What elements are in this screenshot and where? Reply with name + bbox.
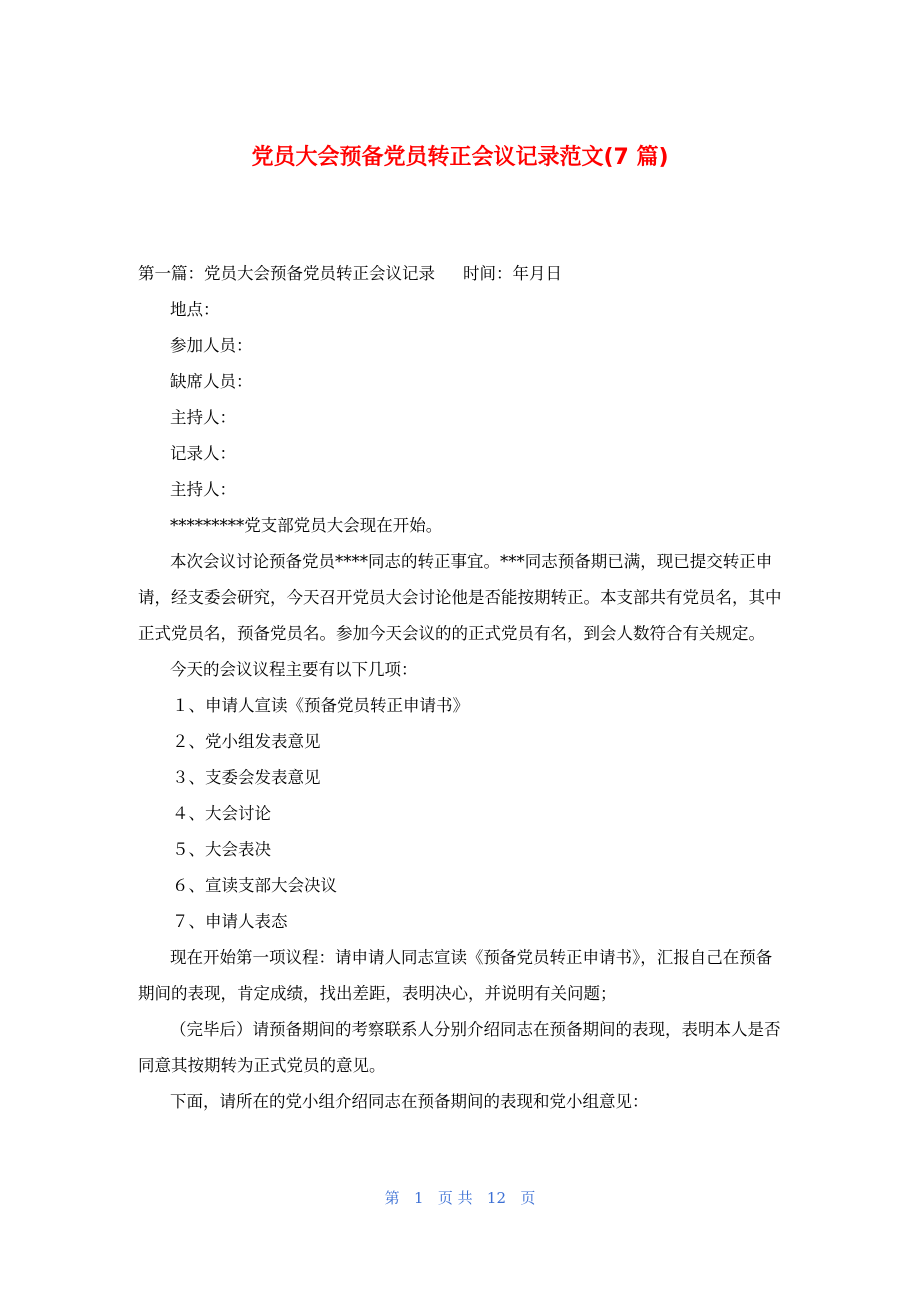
- field-absentees: 缺席人员：: [170, 372, 253, 391]
- document-title: 党员大会预备党员转正会议记录范文(7 篇): [251, 145, 669, 170]
- paragraph-step-one: 现在开始第一项议程：请申请人同志宣读《预备党员转正申请书》，汇报自己在预备期间的表现，肯定成绩，找出差距，表明决心，并说明有关问题；: [138, 948, 773, 1003]
- agenda-item: ３、支委会发表意见: [172, 768, 321, 787]
- field-recorder: 记录人：: [170, 444, 236, 463]
- agenda-item: ５、大会表决: [172, 840, 271, 859]
- paragraph-group-report: 下面，请所在的党小组介绍同志在预备期间的表现和党小组意见：: [170, 1092, 649, 1111]
- paragraph-contact-report: （完毕后）请预备期间的考察联系人分别介绍同志在预备期间的表现，表明本人是否同意其按期转为正式党员的意见。: [138, 1020, 781, 1075]
- field-attendees: 参加人员：: [170, 336, 253, 355]
- document-body: [138, 256, 786, 1120]
- chapter-heading: [138, 256, 786, 292]
- agenda-item: ６、宣读支部大会决议: [172, 876, 337, 895]
- agenda-item: ７、申请人表态: [172, 912, 288, 931]
- field-host: 主持人：: [170, 408, 236, 427]
- agenda-item: ４、大会讨论: [172, 804, 271, 823]
- agenda-item: １、申请人宣读《预备党员转正申请书》: [172, 696, 469, 715]
- page-footer: [0, 1186, 920, 1210]
- field-location: 地点：: [170, 300, 220, 319]
- footer-suffix: 页: [520, 1189, 536, 1207]
- chapter-heading-text: 第一篇：党员大会预备党员转正会议记录: [138, 264, 435, 283]
- meeting-time-label: 时间：年月日: [463, 264, 562, 283]
- footer-middle: 页 共: [437, 1189, 473, 1207]
- paragraph-intro: 本次会议讨论预备党员****同志的转正事宜。***同志预备期已满，现已提交转正申请，经支委会研究，今天召开党员大会讨论他是否能按期转正。本支部共有党员名，其中正式党员名，预备党员名。参加今天会议的的正式党员有名，到会人数符合有关规定。: [138, 552, 782, 643]
- footer-prefix: 第: [384, 1189, 400, 1207]
- agenda-item: ２、党小组发表意见: [172, 732, 321, 751]
- current-page-number: 1: [413, 1189, 424, 1207]
- total-page-count: 12: [486, 1189, 507, 1207]
- paragraph-agenda-lead: 今天的会议议程主要有以下几项：: [170, 660, 418, 679]
- field-host-repeat: 主持人：: [170, 480, 236, 499]
- paragraph-opening: *********党支部党员大会现在开始。: [170, 516, 443, 535]
